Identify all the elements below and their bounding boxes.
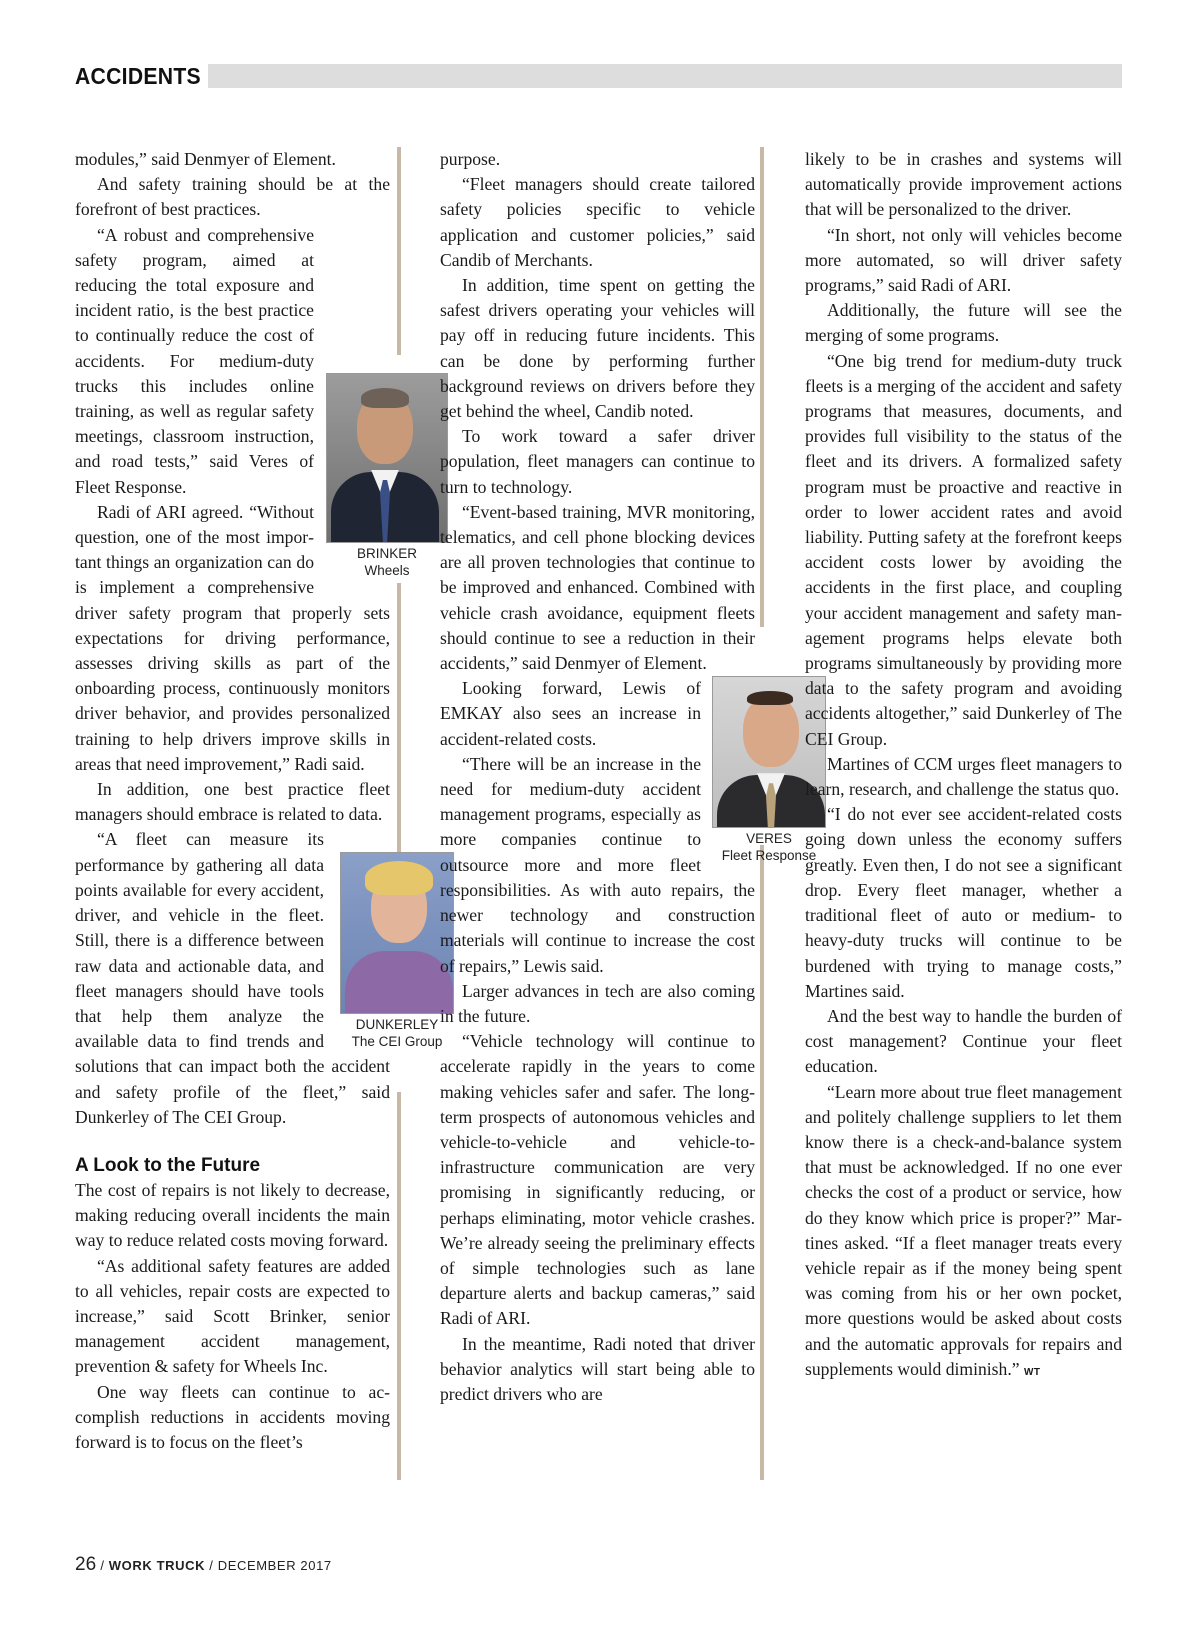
section-header [75, 62, 1122, 90]
paragraph: “Fleet managers should create tailored safety policies specific to vehicle application and customer policies,” said Candib of Merchants. [440, 174, 755, 270]
paragraph: Martines of CCM urges fleet managers to learn, research, and challenge the status quo. [805, 753, 1122, 800]
photo-caption-org: The CEI Group [351, 1034, 443, 1050]
paragraph [805, 1080, 1122, 1385]
column-rule [760, 147, 764, 627]
paragraph: In addition, time spent on getting the safest drivers operating your vehicles will pay off in reducing future incidents. This can be done by performing further background reviews on drivers before they get behind the wheel, Candib noted. [440, 275, 755, 422]
paragraph: And the best way to handle the burden of cost management? Continue your fleet education. [805, 1005, 1122, 1077]
paragraph: likely to be in crashes and systems will automatically provide improvement actions that will be personalized to the driver. [805, 149, 1122, 220]
end-mark: WT [1023, 1366, 1041, 1378]
footer-separator: / [209, 1558, 214, 1573]
section-bar [208, 64, 1122, 88]
paragraph: “Event-based training, MVR monitoring, telematics, and cell phone blocking devices are all proven technologies that continue to be improved and enhanced. Combined with vehicle crash avoidance, equipment fleets should continue to see a reduction in their accidents,” said Denmyer of Element. [440, 501, 755, 674]
paragraph: “One big trend for medium-duty truck fleets is a merging of the accident and safety programs that measures, documents, and provides full visibility to the status of the fleet and its drivers. A formalized safety program must be proactive and reactive in order to lower accident rates and avoid liability. Putting safety at the forefront keeps accident costs lower by avoiding the accidents in the first place, and coupling your accident management and safety management programs helps elevate both programs simultaneously by providing more data to the safety program and avoiding accidents altogether,” said Dunkerley of The CEI Group. [805, 350, 1122, 749]
photo-caption-org: Fleet Response [721, 848, 817, 864]
paragraph: The cost of repairs is not likely to decrease, making reducing overall incidents the main way to reduce related costs moving forward. [75, 1179, 390, 1251]
issue-date: DECEMBER 2017 [217, 1558, 332, 1573]
portrait-photo-brinker [326, 373, 448, 543]
paragraph: Larger advances in tech are also coming in the future. [440, 980, 755, 1026]
publication-name: WORK TRUCK [108, 1558, 206, 1573]
page-number: 26 [75, 1554, 97, 1575]
paragraph: “A fleet can measure its performance by gathering all data points available for every accident, driver, and vehicle in the fleet. Still, there is a difference between raw data and actionable data, and fleet managers should have tools that help them analyze the available data to find trends and solutions that can impact both the accident and safety profile of the fleet,” said Dunkerley of The CEI Group. [75, 829, 390, 1127]
article-column-2 [440, 147, 817, 1407]
photo-caption-name: VERES [746, 831, 792, 847]
paragraph: purpose. [440, 149, 501, 169]
paragraph: Looking forward, Lewis of EMKAY also sees an increase in accident-related costs. [440, 678, 701, 749]
column-rule [397, 583, 401, 861]
subheading: A Look to the Future [75, 1154, 261, 1176]
paragraph: “There will be an increase in the need for medium-duty accident management programs, especially as more companies continue to outsource more and more fleet responsibilities. As with auto repairs, the newer technology and construction materials will continue to increase the cost of repairs,” Lewis said. [440, 753, 755, 976]
paragraph: “A robust and comprehensive safety program, aimed at reducing the total exposure and incident ratio, is the best practice to continually reduce the cost of accidents. For medium-duty trucks this includes online training, as well as regular safety meetings, classroom instruction, and road tests,” said Veres of Fleet Response. [75, 224, 314, 497]
paragraph: “I do not ever see accident-related costs going down unless the economy suffers greatly. Even then, I do not see a significant drop. Every fleet manager, whether a traditional fleet of auto or medium- to heavy-duty trucks will continue to be burdened with trying to manage costs,” Martines said. [805, 804, 1122, 1001]
article-column-1 [75, 147, 443, 1455]
paragraph: In addition, one best practice fleet managers should embrace is related to data. [75, 779, 390, 825]
paragraph: One way fleets can continue to accomplish reductions in accidents moving forward is to focus on the fleet’s [75, 1381, 390, 1452]
paragraph: “In short, not only will vehicles become more automated, so will driver safety programs,” said Radi of ARI. [805, 224, 1122, 296]
portrait-photo-dunkerley [340, 852, 454, 1014]
photo-caption-name: DUNKERLEY [355, 1017, 439, 1033]
paragraph: “Vehicle technology will continue to accelerate rapidly in the years to come making vehicles safer and safer. The long-term prospects of autonomous vehicles and vehicle-to-vehicle and vehicle-to-infrastructure communication are very promising in significantly reducing, or perhaps eliminating, motor vehicle crashes. We’re already seeing the preliminary effects of simple technologies such as lane departure alerts and backup cameras,” said Radi of ARI. [440, 1031, 755, 1329]
paragraph: To work toward a safer driver population, fleet managers can continue to turn to technology. [440, 426, 755, 497]
column-rule [397, 1092, 401, 1480]
photo-brinker [324, 373, 450, 579]
section-label: ACCIDENTS [75, 63, 201, 89]
paragraph: Radi of ARI agreed. “Without question, one of the most important things an organization can do is implement a comprehensive driver safety program that properly sets expectations for driving performance, assesses driving skills as part of the onboarding process, continuously monitors driver behavior, and provides personalized training to help drivers improve skills in areas that need improvement,” Radi said. [75, 501, 390, 774]
photo-caption-org: Wheels [364, 562, 410, 578]
paragraph: In the meantime, Radi noted that driver behavior analytics will start being able to predict drivers who are [440, 1333, 755, 1404]
column-rule [760, 845, 764, 1480]
article-column-3 [805, 147, 1122, 1385]
paragraph-text: “Learn more about true fleet management and politely challenge suppliers to let them know there is a check-and-balance system that must be acknowledged. If no one ever checks the cost of a product or service, how do they know which price is proper?” Martines asked. “If a fleet manager treats every vehicle repair as if the money being spent was coming from his or her own pocket, more questions would be asked about costs and the automatic approvals for repairs and supplements would diminish.” [805, 1081, 1122, 1379]
paragraph: And safety training should be at the forefront of best practices. [75, 174, 390, 220]
column-rule [397, 147, 401, 355]
paragraph: “As additional safety features are added to all vehicles, repair costs are expected to increase,” said Scott Brinker, senior management accident management, prevention & safety for Wheels Inc. [75, 1255, 390, 1377]
footer-separator: / [100, 1558, 105, 1573]
paragraph: modules,” said Denmyer of Element. [75, 149, 336, 169]
page-footer [75, 1554, 332, 1576]
photo-caption-name: BRINKER [356, 545, 417, 561]
paragraph: Additionally, the future will see the merging of some programs. [805, 300, 1122, 346]
